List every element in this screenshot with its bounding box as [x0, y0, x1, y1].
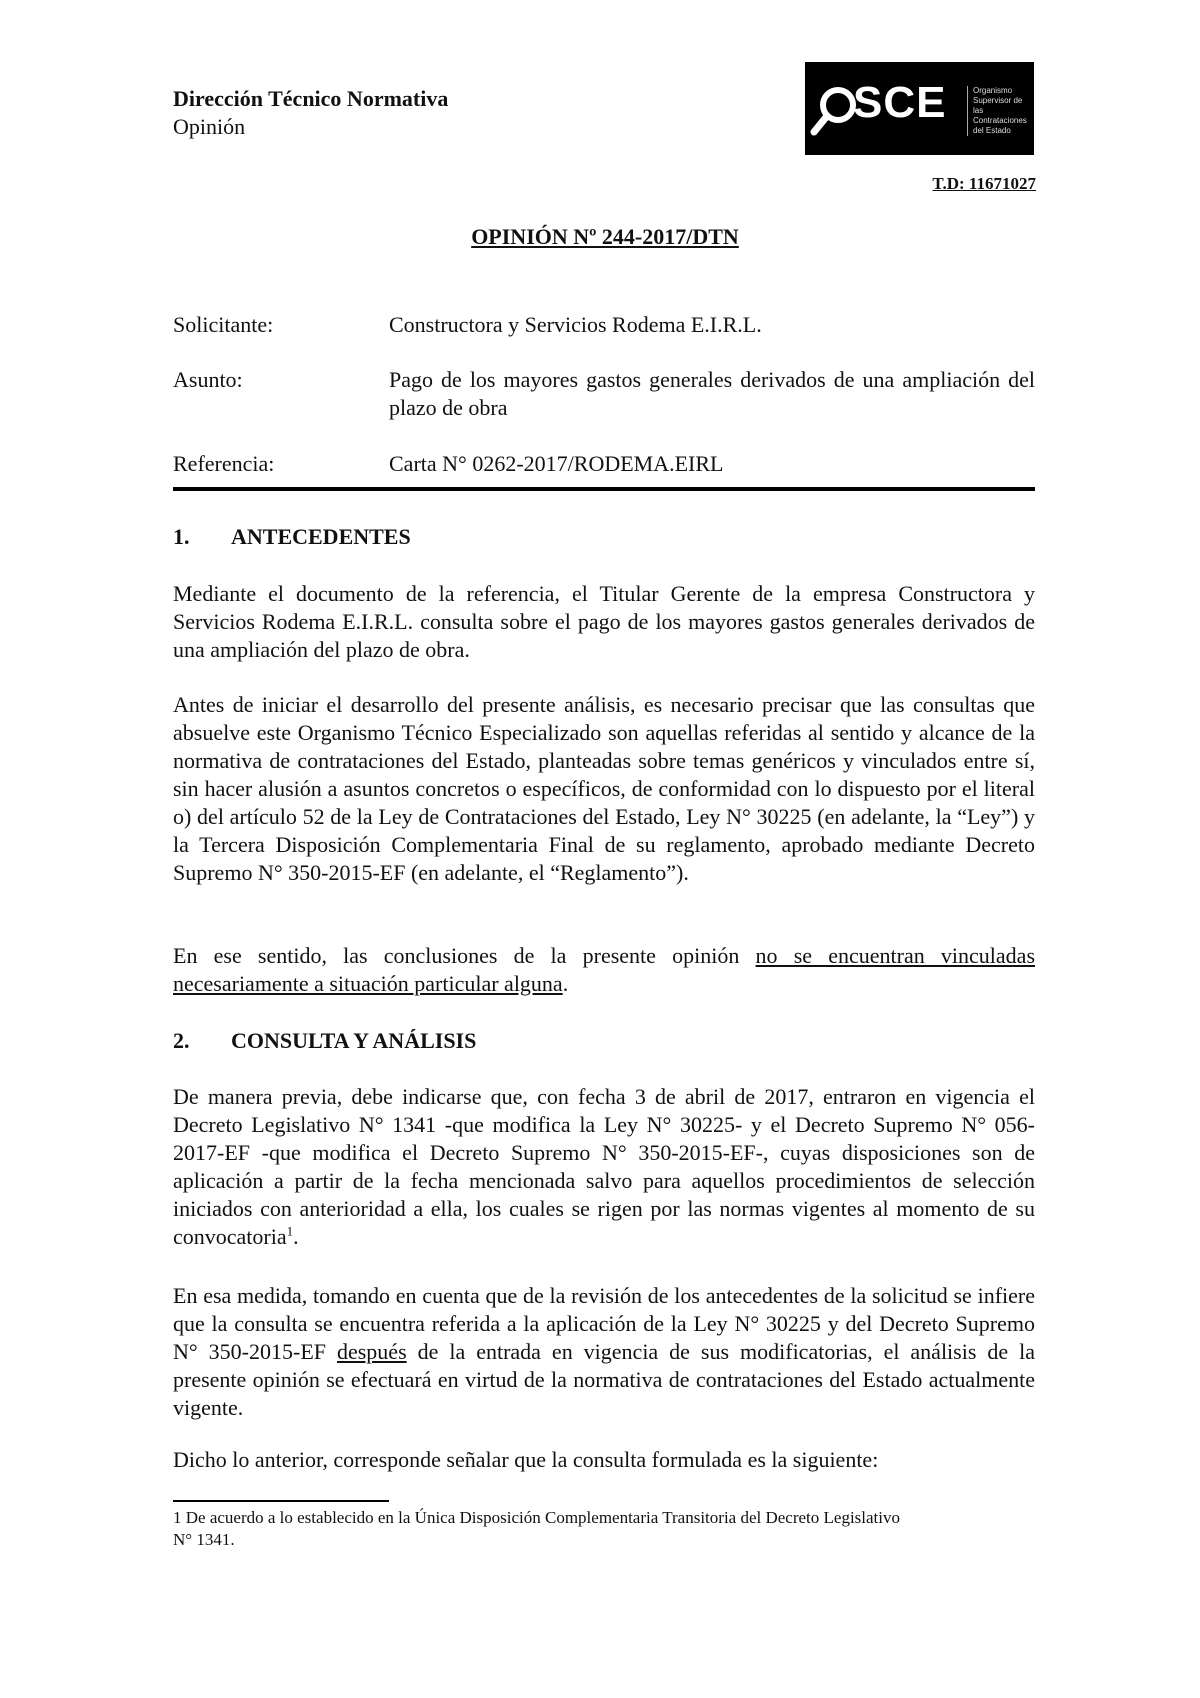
tramite-number: T.D: 11671027 [932, 174, 1036, 193]
section-heading-consulta [173, 1028, 476, 1054]
footnote-line: 1 De acuerdo a lo establecido en la Única Disposición Complementaria Transitoria del Decreto Legislativo [173, 1508, 901, 1527]
section-title: CONSULTA Y ANÁLISIS [231, 1028, 477, 1053]
header-subtitle: Opinión [173, 114, 246, 139]
field-label: Referencia: [173, 451, 275, 476]
paragraph-4 [173, 1083, 1035, 1251]
header-title: Dirección Técnico Normativa [173, 86, 449, 111]
section-number: 2. [173, 1028, 190, 1053]
field-value: Constructora y Servicios Rodema E.I.R.L. [389, 312, 762, 337]
text-run: de la entrada en vigencia de sus modificatorias, el análisis de la presente opinión se efectuará en virtud de la normativa de contrataciones del Estado actualmente vigente. [173, 1339, 1036, 1420]
text-run: De manera previa, debe indicarse que, con fecha 3 de abril de 2017, entraron en vigencia el Decreto Legislativo N° 1341 -que modifica la Ley N° 30225- y el Decreto Supremo N° 056-2017-EF -que modifica el Decreto Supremo N° 350-2015-EF-, cuyas disposiciones son de aplicación a partir de la fecha mencionada salvo para aquellos procedimientos de selección iniciados con anterioridad a ella, los cuales se rigen por las normas vigentes al momento de su convocatoria [173, 1084, 1035, 1249]
paragraph-5 [173, 1282, 1035, 1422]
osce-logo [805, 62, 1034, 155]
text-run: . [562, 971, 569, 996]
footnote-ref[interactable]: 1 [286, 1223, 294, 1239]
section-heading-antecedentes [173, 524, 411, 550]
text-run: En esa medida, tomando en cuenta que de la revisión de los antecedentes de la solicitud se infiere que la consulta se encuentra referida a la aplicación de la Ley N° 30225 y del Decreto Supremo N° 350-2015-EF [173, 1283, 1035, 1364]
footnote [173, 1507, 1035, 1551]
text-run: En ese sentido, las conclusiones de la presente opinión [173, 943, 756, 968]
section-number: 1. [173, 524, 190, 549]
logo-tagline: Organismo Supervisor de las Contrataciones del Estado [967, 86, 1033, 136]
paragraph-1: Mediante el documento de la referencia, el Titular Gerente de la empresa Constructora y Servicios Rodema E.I.R.L. consulta sobre el pago de los mayores gastos generales derivados de una ampliación del plazo de obra. [173, 581, 1035, 662]
footnote-divider [173, 1500, 389, 1502]
paragraph-2: Antes de iniciar el desarrollo del presente análisis, es necesario precisar que las consultas que absuelve este Organismo Técnico Especializado son aquellas referidas al sentido y alcance de la normativa de contrataciones del Estado, planteadas sobre temas genéricos y vinculados entre sí, sin hacer alusión a asuntos concretos o específicos, de conformidad con lo dispuesto por el literal o) del artículo 52 de la Ley de Contrataciones del Estado, Ley N° 30225 (en adelante, la “Ley”) y la Tercera Disposición Complementaria Final de su reglamento, aprobado mediante Decreto Supremo N° 350-2015-EF (en adelante, el “Reglamento”). [173, 692, 1035, 885]
underlined-text: no se encuentran vinculadas necesariamente a situación particular alguna [173, 943, 1036, 996]
field-value: Pago de los mayores gastos generales derivados de una ampliación del plazo de obra [389, 367, 1035, 420]
text-run: . [293, 1224, 299, 1249]
header-divider [173, 487, 1035, 491]
logo-wordmark: SCE [853, 78, 947, 127]
underlined-text: después [336, 1339, 407, 1364]
field-label: Solicitante: [173, 312, 274, 337]
paragraph-6: Dicho lo anterior, corresponde señalar que la consulta formulada es la siguiente: [173, 1447, 879, 1472]
paragraph-3 [173, 942, 1035, 998]
field-label: Asunto: [173, 367, 243, 392]
section-title: ANTECEDENTES [231, 524, 411, 549]
document-title: OPINIÓN Nº 244-2017/DTN [471, 224, 739, 249]
footnote-line: N° 1341. [173, 1530, 235, 1549]
field-value: Carta N° 0262-2017/RODEMA.EIRL [389, 451, 724, 476]
